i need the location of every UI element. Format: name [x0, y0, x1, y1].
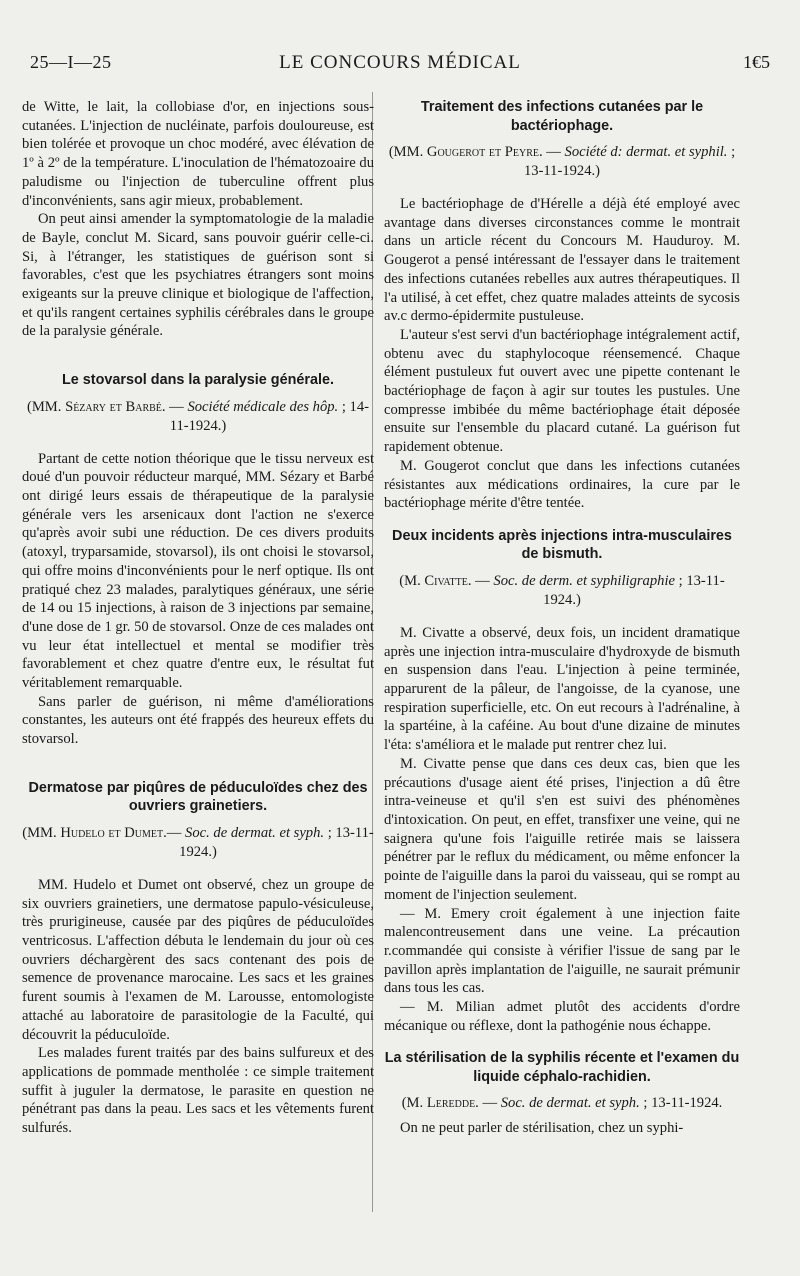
left-column: [22, 98, 374, 1138]
reference-authors: (MM. Hudelo et Dumet.—: [22, 824, 182, 841]
section-reference: [22, 398, 374, 436]
reference-source: Soc. de dermat. et syph.: [500, 1095, 640, 1112]
intro-paragraph: On peut ainsi amender la symptomatologie de la maladie de Bayle, conclut M. Sicard, sans pouvoir guérir celle-ci. Si, à l'étranger, les statistiques de guérison sont si favorables, c'est que les psychiatres étrangers sont moins exigeants sur la preuve clinique et biologique de l'affection, et qu'ils rangent certaines syphilis cérébrales dans le groupe de la paralysie générale.: [22, 211, 374, 340]
page-number: 1€5: [743, 52, 770, 72]
reference-date: ; 14-11-1924.): [169, 398, 370, 434]
reference-authors: (M. Leredde. —: [401, 1095, 498, 1112]
section-paragraph: — M. Emery croit également à une injection faite malencontreusement dans une veine. La précaution r.commandée qui consiste à vérifier l'issue de sang par le pavillon après implantation de l'aiguille, ne saurait prémunir dans tous les cas.: [384, 905, 740, 997]
reference-source: Société d: dermat. et syphil.: [564, 144, 728, 160]
section-paragraph: On ne peut parler de stérilisation, chez un syphi-: [400, 1120, 684, 1137]
running-header: [30, 52, 770, 76]
section-paragraph: M. Gougerot conclut que dans les infections cutanées résistantes aux médications ordinaires, la cure par le bactériophage mérite d'être tentée.: [384, 457, 740, 512]
section-paragraph: M. Civatte a observé, deux fois, un incident dramatique après une injection intra-musculaire d'hydroxyde de bismuth en suspension dans l'eau. L'injection à peine terminée, apparurent de la pâleur, de l'angoisse, de la cyanose, une respiration superficielle, etc. On eut recours à l'adrénaline, à la spartéine, à la caféine. Au bout d'une dizaine de minutes l'éta: s'améliora et le malade put rentrer chez lui.: [384, 624, 740, 754]
section-paragraph: Sans parler de guérison, ni même d'améliorations constantes, les auteurs ont été frappés des heureux effets du stovarsol.: [22, 693, 374, 748]
right-column: [384, 98, 740, 1138]
reference-date: ; 13-11-1924.: [643, 1095, 723, 1112]
reference-source: Société médicale des hôp.: [187, 398, 339, 415]
section-title-stovarsol: Le stovarsol dans la paralysie générale.: [62, 372, 334, 389]
journal-title: LE CONCOURS MÉDICAL: [279, 52, 521, 73]
reference-date: ; 13-11-1924.): [543, 572, 725, 608]
section-title-dermatose: Dermatose par piqûres de péduculoïdes chez des ouvriers grainetiers.: [28, 779, 368, 815]
section-paragraph: Partant de cette notion théorique que le tissu nerveux est doué d'un pouvoir réducteur marqué, MM. Sézary et Barbé ont dirigé leurs essais de thérapeutique de la paralysie générale vers les arsenicaux dont l'action ne s'exerce qu'après avoir subi une réduction. De ces divers produits (atoxyl, tryparsamide, stovarsol), ils ont choisi le stovarsol, qui offre moins d'inconvénients pour le nerf optique. Ils ont pratiqué chez 23 malades, paralytiques généraux, une série de 14 ou 15 injections, à raison de 3 injections par semaine, d'une dose de 1 gr. 50 de stovarsol. Onze de ces malades ont vu leur état intellectuel et mental se modifier très favorablement et chez quatre d'entre eux, le résultat fut véritablement remarquable.: [22, 450, 374, 692]
reference-source: Soc. de dermat. et syph.: [185, 824, 325, 841]
section-title-bacteriophage: Traitement des infections cutanées par le bactériophage.: [420, 99, 704, 134]
section-reference: [384, 1094, 740, 1113]
section-reference: [384, 572, 740, 610]
issue-date: 25—I—25: [30, 52, 112, 72]
section-paragraph: Le bactériophage de d'Hérelle a déjà été employé avec avantage dans diverses circonstances comme le montrait dans un article récent du Concours M. Hauduroy. M. Gougerot a pensé intéressant de l'essayer dans le traitement des infections cutanées rebelles aux autres thérapeutiques. Il l'a utilisé, à cet effet, chez quatre malades atteints de sycosis av.c dermo-épidermite pustuleuse.: [384, 196, 740, 325]
section-paragraph: Les malades furent traités par des bains sulfureux et des applications de pommade mentholée : ce simple traitement suffit à juguler la dermatose, le parasite en question ne pénétrant pas dans la peau. Les sacs et les vêtements furent sulfurés.: [22, 1045, 374, 1137]
reference-source: Soc. de derm. et syphiligraphie: [493, 572, 675, 589]
reference-date: ; 13-11-1924.): [179, 824, 374, 860]
section-reference: [384, 143, 740, 181]
section-reference: [22, 824, 374, 862]
reference-authors: (MM. Gougerot et Peyre. —: [388, 144, 561, 160]
section-title-sterilisation: La stérilisation de la syphilis récente et l'examen du liquide céphalo-rachidien.: [384, 1050, 740, 1085]
reference-authors: (MM. Sézary et Barbé. —: [26, 398, 184, 415]
section-paragraph: L'auteur s'est servi d'un bactériophage intégralement actif, obtenu avec du staphylocoque réensemencé. Chaque élément pustuleux fut ouvert avec une pipette contenant le bactériophage de façon à agir sur toutes les pustules. Une compresse imbibée du même bactériophage était déposée ensuite sur l'ensemble du placard cutané. La guérison fut rapidement obtenue.: [384, 326, 740, 456]
intro-paragraph: de Witte, le lait, la collobiase d'or, en injections sous-cutanées. L'injection de nucléinate, parfois douloureuse, est bien tolérée et provoque un choc modéré, avec élévation de 1º à 2º de la température. L'inoculation de l'hématozoaire du paludisme ou l'injection de tuberculine offrent plus d'inconvénients, sans agir mieux, probablement.: [22, 99, 374, 209]
reference-authors: (M. Civatte. —: [399, 572, 490, 589]
section-paragraph: M. Civatte pense que dans ces deux cas, bien que les précautions d'usage aient été prises, l'injection a dû être intra-veineuse et qu'il s'en est suivi des phénomènes d'intoxication. On peut, en effet, transfixer une veine, qui ne saignera qu'une fois l'aiguille retirée mais se laissera pénétrer par le reflux du médicament, ou même enfoncer la pointe de l'aiguille dans la paroi du vaisseau, qui se rompt au moment de l'injection seulement.: [384, 755, 740, 903]
section-paragraph: MM. Hudelo et Dumet ont observé, chez un groupe de six ouvriers grainetiers, une dermatose papulo-vésiculeuse, très prurigineuse, causée par des piqûres de péduculoïdes ventricosus. L'affection débuta le lendemain du jour où ces ouvriers déchargèrent des sacs contenant des pois de semence de provenance marocaine. Les sacs et les graines furent soumis à l'examen de M. Larousse, entomologiste attaché au laboratoire de parasitologie de la Faculté, qui découvrit la péduculoïde.: [22, 876, 374, 1043]
section-title-bismuth: Deux incidents après injections intra-musculaires de bismuth.: [392, 527, 732, 563]
section-paragraph: — M. Milian admet plutôt des accidents d'ordre mécanique ou réflexe, dont la pathogénie nous échappe.: [384, 999, 740, 1034]
reference-date: ; 13-11-1924.): [523, 144, 736, 179]
